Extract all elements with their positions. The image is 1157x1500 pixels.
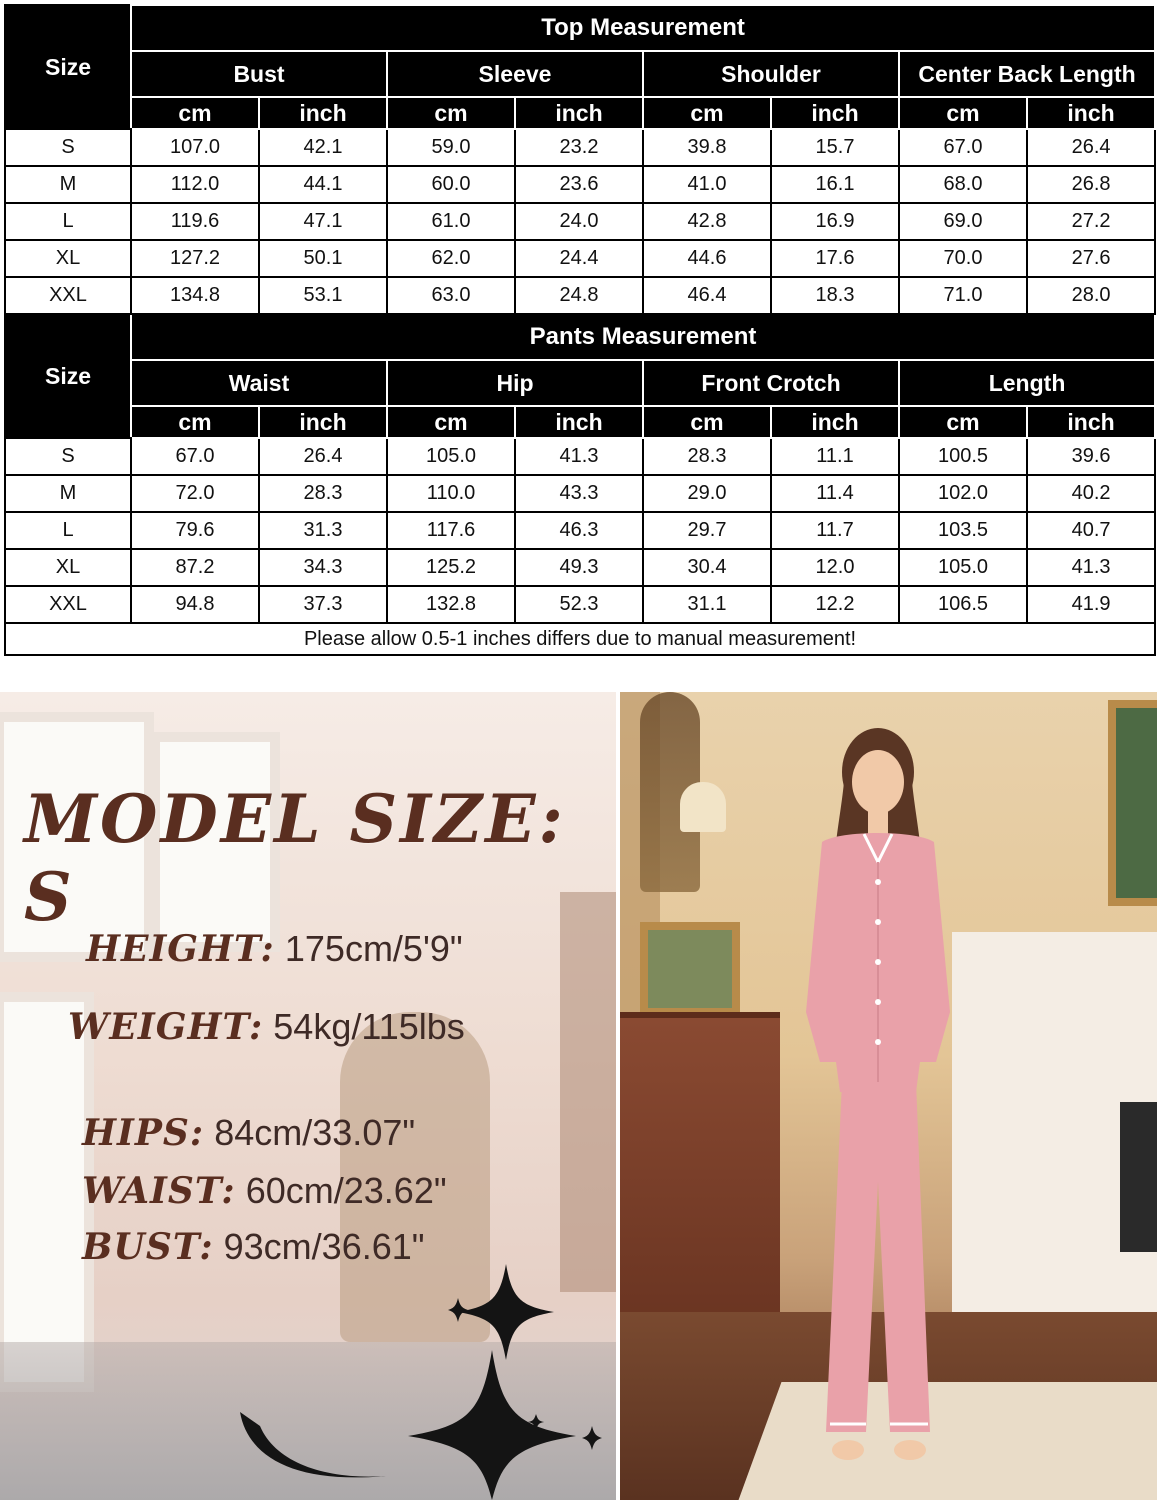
size-cell: S [5, 438, 131, 475]
top-size-header: Size [5, 5, 131, 129]
model-info-panel [0, 692, 616, 1500]
stat-waist [82, 1170, 447, 1212]
table-cell: 46.3 [515, 512, 643, 549]
model-photo [620, 692, 1157, 1500]
top-group-header: Shoulder [643, 51, 899, 97]
unit-header: inch [1027, 406, 1155, 438]
table-cell: 43.3 [515, 475, 643, 512]
model-size-title: MODEL SIZE: S [24, 780, 566, 936]
stat-weight [68, 1006, 465, 1048]
table-cell: 47.1 [259, 203, 387, 240]
table-cell: 52.3 [515, 586, 643, 623]
unit-header: cm [899, 97, 1027, 129]
stat-value: 84cm/33.07" [214, 1112, 416, 1153]
table-cell: 67.0 [131, 438, 259, 475]
table-cell: 26.8 [1027, 166, 1155, 203]
table-row [5, 277, 1155, 314]
top-group-header: Center Back Length [899, 51, 1155, 97]
table-cell: 40.2 [1027, 475, 1155, 512]
table-row [5, 166, 1155, 203]
stat-value: 54kg/115lbs [273, 1006, 465, 1047]
pants-group-header: Length [899, 360, 1155, 406]
table-cell: 105.0 [387, 438, 515, 475]
table-cell: 72.0 [131, 475, 259, 512]
top-measurement-title: Top Measurement [131, 5, 1155, 51]
table-cell: 46.4 [643, 277, 771, 314]
size-cell: XL [5, 549, 131, 586]
pants-measurement-title: Pants Measurement [131, 314, 1155, 360]
table-cell: 87.2 [131, 549, 259, 586]
table-cell: 106.5 [899, 586, 1027, 623]
table-cell: 37.3 [259, 586, 387, 623]
table-cell: 103.5 [899, 512, 1027, 549]
table-cell: 134.8 [131, 277, 259, 314]
table-cell: 44.1 [259, 166, 387, 203]
table-cell: 29.7 [643, 512, 771, 549]
table-cell: 42.1 [259, 129, 387, 166]
table-cell: 15.7 [771, 129, 899, 166]
table-cell: 31.1 [643, 586, 771, 623]
table-cell: 24.0 [515, 203, 643, 240]
table-cell: 132.8 [387, 586, 515, 623]
table-cell: 23.6 [515, 166, 643, 203]
size-cell: XXL [5, 277, 131, 314]
table-row [5, 203, 1155, 240]
table-cell: 59.0 [387, 129, 515, 166]
unit-header: cm [131, 406, 259, 438]
stat-value: 93cm/36.61" [223, 1226, 425, 1267]
pants-size-header: Size [5, 314, 131, 438]
table-cell: 71.0 [899, 277, 1027, 314]
table-cell: 42.8 [643, 203, 771, 240]
pants-group-header: Waist [131, 360, 387, 406]
pants-group-header: Front Crotch [643, 360, 899, 406]
unit-header: inch [515, 406, 643, 438]
pants-group-header: Hip [387, 360, 643, 406]
table-cell: 68.0 [899, 166, 1027, 203]
unit-header: cm [899, 406, 1027, 438]
stat-value: 175cm/5'9" [284, 928, 463, 969]
table-row [5, 475, 1155, 512]
table-cell: 28.3 [259, 475, 387, 512]
table-cell: 125.2 [387, 549, 515, 586]
table-cell: 41.3 [1027, 549, 1155, 586]
painting-frame [1108, 700, 1157, 906]
top-group-header: Bust [131, 51, 387, 97]
size-cell: L [5, 203, 131, 240]
table-cell: 53.1 [259, 277, 387, 314]
measurement-note: Please allow 0.5-1 inches differs due to manual measurement! [5, 623, 1155, 655]
table-cell: 23.2 [515, 129, 643, 166]
table-cell: 11.7 [771, 512, 899, 549]
table-cell: 24.8 [515, 277, 643, 314]
unit-header: cm [387, 97, 515, 129]
table-cell: 60.0 [387, 166, 515, 203]
table-cell: 27.2 [1027, 203, 1155, 240]
top-group-header: Sleeve [387, 51, 643, 97]
table-cell: 44.6 [643, 240, 771, 277]
table-cell: 17.6 [771, 240, 899, 277]
sparkle-icon [236, 1262, 616, 1500]
table-cell: 41.3 [515, 438, 643, 475]
table-cell: 39.6 [1027, 438, 1155, 475]
table-row [5, 438, 1155, 475]
table-cell: 100.5 [899, 438, 1027, 475]
table-cell: 24.4 [515, 240, 643, 277]
size-cell: L [5, 512, 131, 549]
table-cell: 26.4 [1027, 129, 1155, 166]
stat-label: HEIGHT: [86, 928, 275, 970]
table-cell: 34.3 [259, 549, 387, 586]
table-cell: 12.0 [771, 549, 899, 586]
painting-frame [640, 922, 740, 1016]
size-cell: M [5, 475, 131, 512]
unit-header: cm [643, 406, 771, 438]
table-cell: 50.1 [259, 240, 387, 277]
table-cell: 31.3 [259, 512, 387, 549]
table-cell: 27.6 [1027, 240, 1155, 277]
table-cell: 30.4 [643, 549, 771, 586]
table-row [5, 240, 1155, 277]
stat-label: BUST: [82, 1226, 214, 1268]
fireplace-opening [1120, 1102, 1157, 1252]
table-cell: 11.4 [771, 475, 899, 512]
table-cell: 39.8 [643, 129, 771, 166]
table-row [5, 129, 1155, 166]
table-cell: 67.0 [899, 129, 1027, 166]
table-cell: 110.0 [387, 475, 515, 512]
stat-height [86, 928, 463, 970]
unit-header: cm [387, 406, 515, 438]
table-cell: 18.3 [771, 277, 899, 314]
size-cell: S [5, 129, 131, 166]
unit-header: inch [259, 97, 387, 129]
table-cell: 26.4 [259, 438, 387, 475]
table-row [5, 549, 1155, 586]
dresser-shape [620, 1012, 780, 1318]
table-cell: 11.1 [771, 438, 899, 475]
table-cell: 28.0 [1027, 277, 1155, 314]
table-cell: 107.0 [131, 129, 259, 166]
size-cell: M [5, 166, 131, 203]
size-cell: XXL [5, 586, 131, 623]
table-cell: 102.0 [899, 475, 1027, 512]
table-cell: 62.0 [387, 240, 515, 277]
table-cell: 94.8 [131, 586, 259, 623]
table-row [5, 586, 1155, 623]
model-section [0, 692, 1157, 1500]
table-cell: 41.9 [1027, 586, 1155, 623]
table-cell: 69.0 [899, 203, 1027, 240]
table-cell: 49.3 [515, 549, 643, 586]
unit-header: inch [771, 406, 899, 438]
unit-header: inch [259, 406, 387, 438]
unit-header: cm [131, 97, 259, 129]
table-cell: 119.6 [131, 203, 259, 240]
table-cell: 79.6 [131, 512, 259, 549]
stat-label: WEIGHT: [68, 1006, 264, 1048]
table-cell: 41.0 [643, 166, 771, 203]
window-pane [0, 992, 94, 1392]
unit-header: inch [515, 97, 643, 129]
cabinet-shape [560, 892, 616, 1292]
table-cell: 16.9 [771, 203, 899, 240]
size-cell: XL [5, 240, 131, 277]
table-cell: 61.0 [387, 203, 515, 240]
table-cell: 117.6 [387, 512, 515, 549]
table-cell: 70.0 [899, 240, 1027, 277]
table-row [5, 512, 1155, 549]
model-figure [760, 712, 1000, 1492]
unit-header: cm [643, 97, 771, 129]
table-cell: 40.7 [1027, 512, 1155, 549]
unit-header: inch [1027, 97, 1155, 129]
stat-label: HIPS: [82, 1112, 205, 1154]
table-cell: 28.3 [643, 438, 771, 475]
table-cell: 112.0 [131, 166, 259, 203]
lamp-shade-shape [680, 782, 726, 832]
size-chart [4, 4, 1154, 690]
stat-value: 60cm/23.62" [245, 1170, 447, 1211]
unit-header: inch [771, 97, 899, 129]
table-cell: 29.0 [643, 475, 771, 512]
table-cell: 63.0 [387, 277, 515, 314]
table-cell: 105.0 [899, 549, 1027, 586]
size-table [4, 4, 1156, 656]
table-cell: 127.2 [131, 240, 259, 277]
table-cell: 16.1 [771, 166, 899, 203]
stat-label: WAIST: [82, 1170, 236, 1212]
stat-hips [82, 1112, 415, 1154]
table-cell: 12.2 [771, 586, 899, 623]
